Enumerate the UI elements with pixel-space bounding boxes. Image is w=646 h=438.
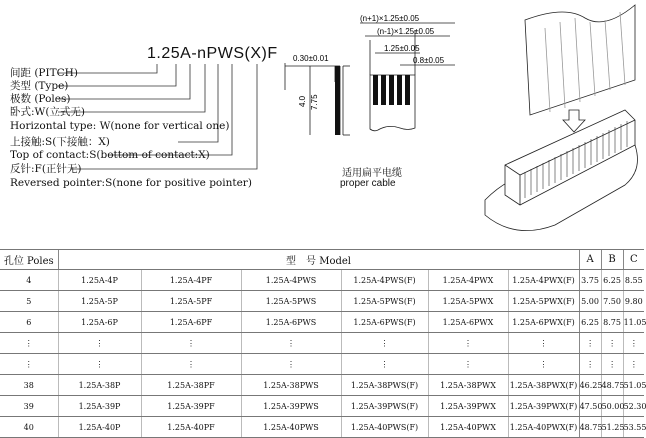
header-c: C: [623, 250, 644, 270]
cell-m1: ⋮: [58, 333, 141, 354]
cell-m1: 1.25A-6P: [58, 312, 141, 333]
cell-m5: 1.25A-38PWX: [428, 375, 508, 396]
cell-m5: 1.25A-5PWX: [428, 291, 508, 312]
legend-contact-en: Top of contact:S(bottom of contact:X): [10, 149, 210, 161]
cell-a: 5.00: [579, 291, 601, 312]
legend-poles: 极数 (Poles): [10, 93, 71, 105]
cable-label-cn: 适用扁平电缆: [342, 168, 402, 179]
cell-m4: 1.25A-38PWS(F): [341, 375, 428, 396]
legend-reversed-en: Reversed pointer:S(none for positive pointer): [10, 177, 252, 189]
cell-m4: ⋮: [341, 354, 428, 375]
cell-c: 52.30: [623, 396, 644, 417]
cell-m2: ⋮: [141, 354, 241, 375]
dim-contact-width: 0.8±0.05: [413, 56, 445, 65]
table-row: [0, 354, 644, 375]
cell-m3: ⋮: [241, 333, 341, 354]
table-header-row: [0, 250, 644, 270]
cell-poles: 39: [0, 396, 58, 417]
dim-pitch: 1.25±0.05: [384, 44, 420, 53]
cell-b: 51.25: [601, 417, 623, 438]
dim-total-width: (n+1)×1.25±0.05: [360, 14, 420, 23]
cell-m4: 1.25A-40PWS(F): [341, 417, 428, 438]
cell-poles: 38: [0, 375, 58, 396]
cell-a: 6.25: [579, 312, 601, 333]
cell-m4: 1.25A-5PWS(F): [341, 291, 428, 312]
part-number-code: 1.25A-nPWS(X)F: [147, 45, 278, 62]
cell-poles: 40: [0, 417, 58, 438]
cell-m6: 1.25A-38PWX(F): [508, 375, 579, 396]
cell-m5: 1.25A-6PWX: [428, 312, 508, 333]
cell-a: ⋮: [579, 333, 601, 354]
dim-thickness: 0.30±0.01: [293, 54, 329, 63]
cell-m3: 1.25A-4PWS: [241, 270, 341, 291]
cell-m2: 1.25A-4PF: [141, 270, 241, 291]
cell-b: 6.25: [601, 270, 623, 291]
cell-m2: 1.25A-38PF: [141, 375, 241, 396]
table-row: [0, 270, 644, 291]
table-row: [0, 312, 644, 333]
cell-m2: ⋮: [141, 333, 241, 354]
cell-a: 47.50: [579, 396, 601, 417]
cell-a: 46.25: [579, 375, 601, 396]
cell-b: 8.75: [601, 312, 623, 333]
cell-m6: 1.25A-4PWX(F): [508, 270, 579, 291]
cell-m1: 1.25A-4P: [58, 270, 141, 291]
cell-m2: 1.25A-39PF: [141, 396, 241, 417]
table-row: [0, 417, 644, 438]
cell-m3: 1.25A-40PWS: [241, 417, 341, 438]
cell-m1: 1.25A-40P: [58, 417, 141, 438]
cell-poles: 5: [0, 291, 58, 312]
cell-c: 8.55: [623, 270, 644, 291]
cell-m1: ⋮: [58, 354, 141, 375]
cell-m3: 1.25A-6PWS: [241, 312, 341, 333]
cell-a: ⋮: [579, 354, 601, 375]
dim-length: 7.75: [310, 94, 319, 110]
table-row: [0, 291, 644, 312]
legend-pitch: 间距 (PITCH): [10, 67, 78, 79]
cell-b: 7.50: [601, 291, 623, 312]
header-model: 型 号 Model: [58, 250, 579, 270]
cell-m5: 1.25A-40PWX: [428, 417, 508, 438]
cell-m5: ⋮: [428, 354, 508, 375]
cell-b: 50.00: [601, 396, 623, 417]
table-row: [0, 333, 644, 354]
cell-m4: ⋮: [341, 333, 428, 354]
cell-m6: 1.25A-6PWX(F): [508, 312, 579, 333]
dim-inner-width: (n-1)×1.25±0.05: [377, 27, 435, 36]
cell-b: ⋮: [601, 333, 623, 354]
cell-c: 53.55: [623, 417, 644, 438]
cable-label-en: proper cable: [340, 178, 396, 189]
cell-c: 51.05: [623, 375, 644, 396]
cell-b: ⋮: [601, 354, 623, 375]
cell-m3: 1.25A-5PWS: [241, 291, 341, 312]
cable-dimension-drawing: [280, 10, 470, 160]
cell-poles: ⋮: [0, 354, 58, 375]
cell-m4: 1.25A-4PWS(F): [341, 270, 428, 291]
legend-contact-cn: 上接触:S(下接触：X): [10, 136, 110, 148]
cell-c: ⋮: [623, 333, 644, 354]
cell-m4: 1.25A-39PWS(F): [341, 396, 428, 417]
cell-poles: 6: [0, 312, 58, 333]
legend-horizontal-en: Horizontal type: W(none for vertical one): [10, 120, 230, 132]
cell-c: ⋮: [623, 354, 644, 375]
spec-table: [0, 249, 644, 438]
cell-m2: 1.25A-6PF: [141, 312, 241, 333]
cell-poles: 4: [0, 270, 58, 291]
dim-height: 4.0: [298, 95, 307, 107]
cell-m5: 1.25A-39PWX: [428, 396, 508, 417]
cell-m1: 1.25A-5P: [58, 291, 141, 312]
table-body: [0, 270, 644, 438]
table-row: [0, 375, 644, 396]
cell-m6: 1.25A-39PWX(F): [508, 396, 579, 417]
cell-m5: 1.25A-4PWX: [428, 270, 508, 291]
table-row: [0, 396, 644, 417]
cell-m2: 1.25A-40PF: [141, 417, 241, 438]
cell-m6: ⋮: [508, 354, 579, 375]
cell-m4: 1.25A-6PWS(F): [341, 312, 428, 333]
cell-a: 48.75: [579, 417, 601, 438]
legend-type: 类型 (Type): [10, 80, 69, 92]
cell-m6: 1.25A-5PWX(F): [508, 291, 579, 312]
cell-m1: 1.25A-39P: [58, 396, 141, 417]
cell-c: 11.05: [623, 312, 644, 333]
cell-m6: ⋮: [508, 333, 579, 354]
connector-3d-illustration: [475, 0, 644, 240]
header-b: B: [601, 250, 623, 270]
cell-m6: 1.25A-40PWX(F): [508, 417, 579, 438]
legend-reversed-cn: 反针:F(正针无): [10, 163, 82, 175]
header-a: A: [579, 250, 601, 270]
cell-a: 3.75: [579, 270, 601, 291]
legend-horizontal-cn: 卧式:W(立式无): [10, 106, 86, 118]
cell-m3: ⋮: [241, 354, 341, 375]
cell-b: 48.75: [601, 375, 623, 396]
cell-m1: 1.25A-38P: [58, 375, 141, 396]
cell-m3: 1.25A-38PWS: [241, 375, 341, 396]
cell-m3: 1.25A-39PWS: [241, 396, 341, 417]
header-poles: 孔位 Poles: [0, 250, 58, 270]
cell-c: 9.80: [623, 291, 644, 312]
cell-poles: ⋮: [0, 333, 58, 354]
cell-m5: ⋮: [428, 333, 508, 354]
cell-m2: 1.25A-5PF: [141, 291, 241, 312]
